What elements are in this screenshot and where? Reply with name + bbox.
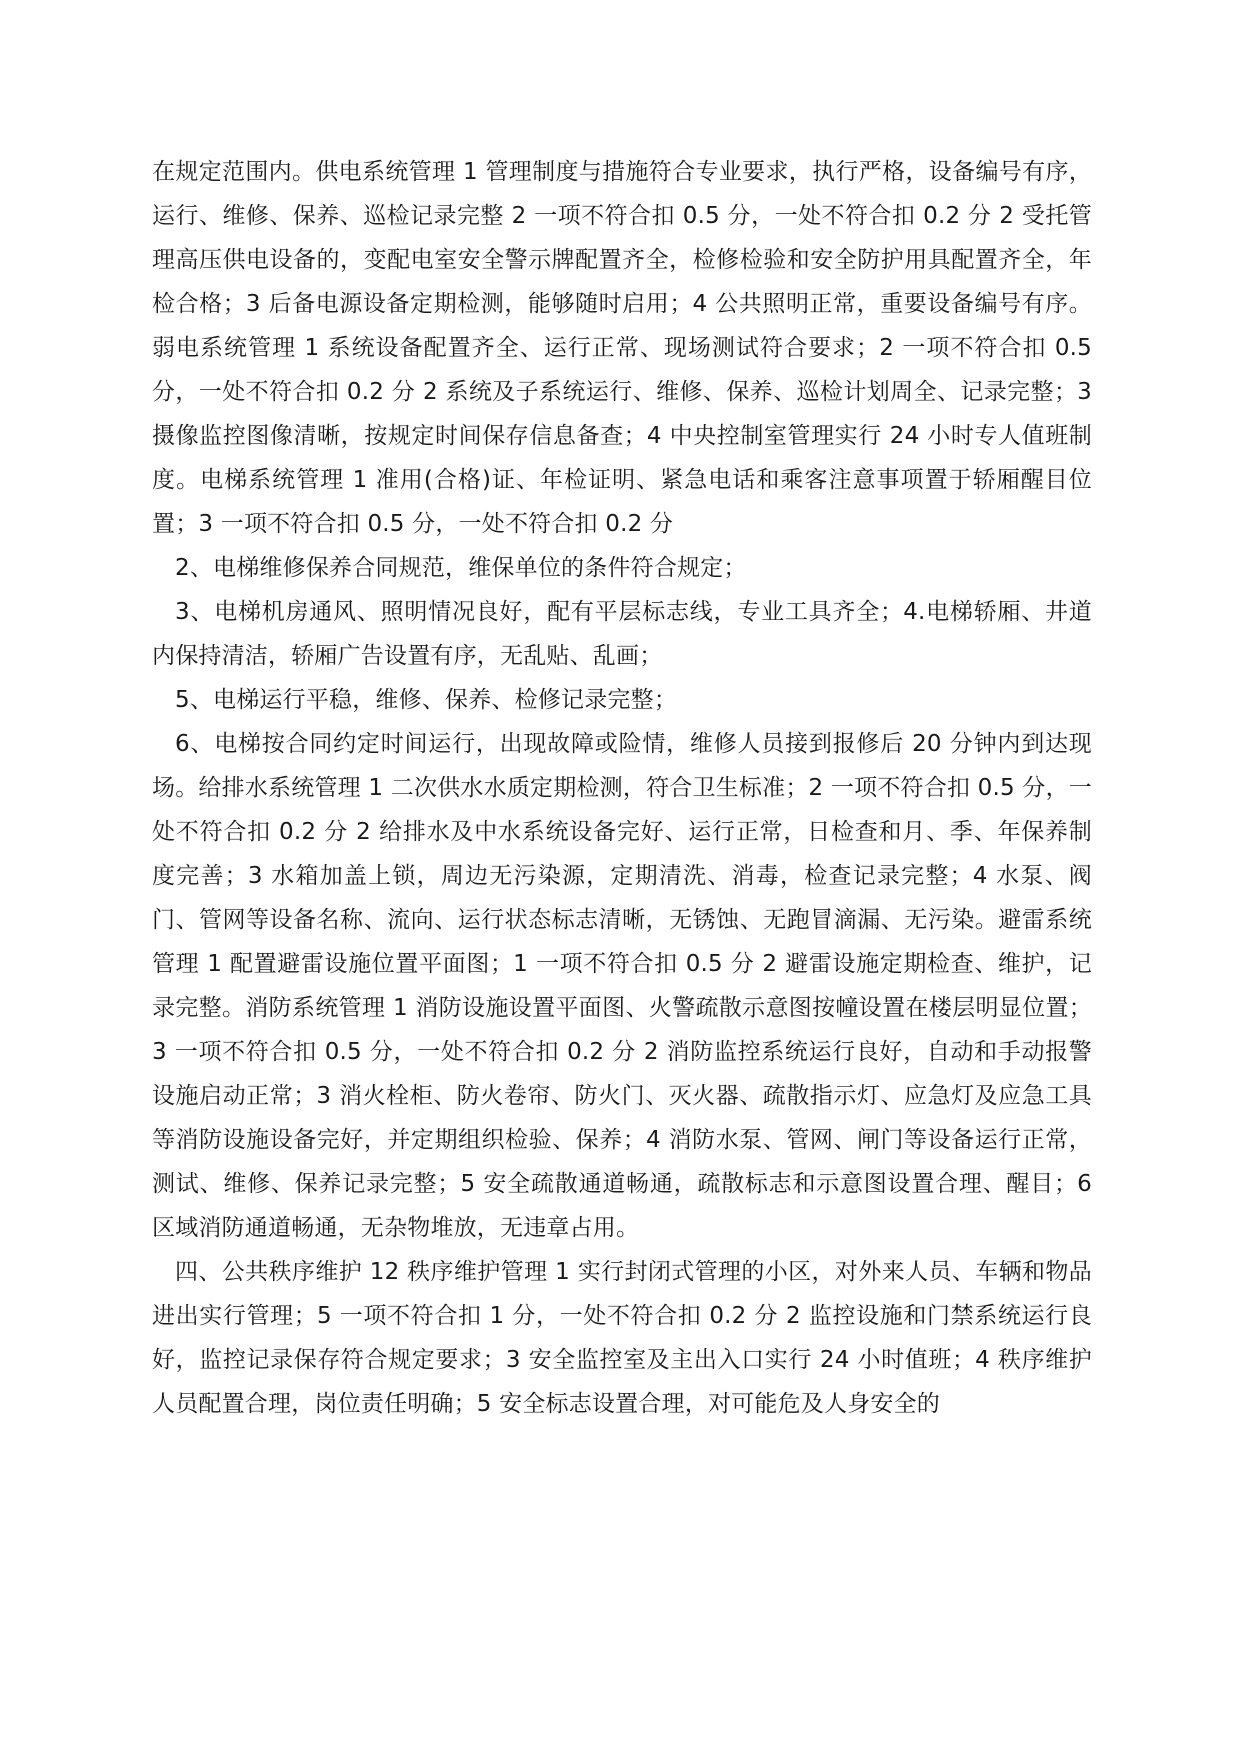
paragraph-elevator-room: 3、电梯机房通风、照明情况良好，配有平层标志线，专业工具齐全；4.电梯轿厢、井道内保持清洁，轿厢广告设置有序，无乱贴、乱画；	[152, 599, 1092, 669]
paragraph-water-lightning-fire: 6、电梯按合同约定时间运行，出现故障或险情，维修人员接到报修后 20 分钟内到达现场。给排水系统管理 1 二次供水水质定期检测，符合卫生标准；2 一项不符合扣 0.5 分，一处不符合扣 0.2 分 2 给排水及中水系统设备完好、运行正常，日检查和月、季、年保养制度完善；3 水箱加盖上锁，周边无污染源，定期清洗、消毒，检查记录完整；4 水泵、阀门、管网等设备名称、流向、运行状态标志清晰，无锈蚀、无跑冒滴漏、无污染。避雷系统管理 1 配置避雷设施位置平面图；1 一项不符合扣 0.5 分 2 避雷设施定期检查、维护，记录完整。消防系统管理 1 消防设施设置平面图、火警疏散示意图按幢设置在楼层明显位置；3 一项不符合扣 0.5 分，一处不符合扣 0.2 分 2 消防监控系统运行良好，自动和手动报警设施启动正常；3 消火栓柜、防火卷帘、防火门、灭火器、疏散指示灯、应急灯及应急工具等消防设施设备完好，并定期组织检验、保养；4 消防水泵、管网、闸门等设备运行正常，测试、维修、保养记录完整；5 安全疏散通道畅通，疏散标志和示意图设置合理、醒目；6 区域消防通道畅通，无杂物堆放，无违章占用。	[152, 731, 1092, 1241]
paragraph-power-weak-elevator: 在规定范围内。供电系统管理 1 管理制度与措施符合专业要求，执行严格，设备编号有序，运行、维修、保养、巡检记录完整 2 一项不符合扣 0.5 分，一处不符合扣 0.2 分 2 受托管理高压供电设备的，变配电室安全警示牌配置齐全，检修检验和安全防护用具配置齐全，年检合格；3 后备电源设备定期检测，能够随时启用；4 公共照明正常，重要设备编号有序。弱电系统管理 1 系统设备配置齐全、运行正常、现场测试符合要求；2 一项不符合扣 0.5 分，一处不符合扣 0.2 分 2 系统及子系统运行、维修、保养、巡检计划周全、记录完整；3 摄像监控图像清晰，按规定时间保存信息备查；4 中央控制室管理实行 24 小时专人值班制度。电梯系统管理 1 准用(合格)证、年检证明、紧急电话和乘客注意事项置于轿厢醒目位置；3 一项不符合扣 0.5 分，一处不符合扣 0.2 分	[152, 159, 1092, 537]
paragraph-elevator-operation: 5、电梯运行平稳，维修、保养、检修记录完整；	[175, 687, 678, 713]
paragraph-public-order: 四、公共秩序维护 12 秩序维护管理 1 实行封闭式管理的小区，对外来人员、车辆和物品进出实行管理；5 一项不符合扣 1 分，一处不符合扣 0.2 分 2 监控设施和门禁系统运行良好，监控记录保存符合规定要求；3 安全监控室及主出入口实行 24 小时值班；4 秩序维护人员配置合理，岗位责任明确；5 安全标志设置合理，对可能危及人身安全的	[152, 1259, 1092, 1417]
paragraph-elevator-contract: 2、电梯维修保养合同规范，维保单位的条件符合规定；	[175, 555, 747, 581]
document-body	[152, 150, 1092, 1426]
